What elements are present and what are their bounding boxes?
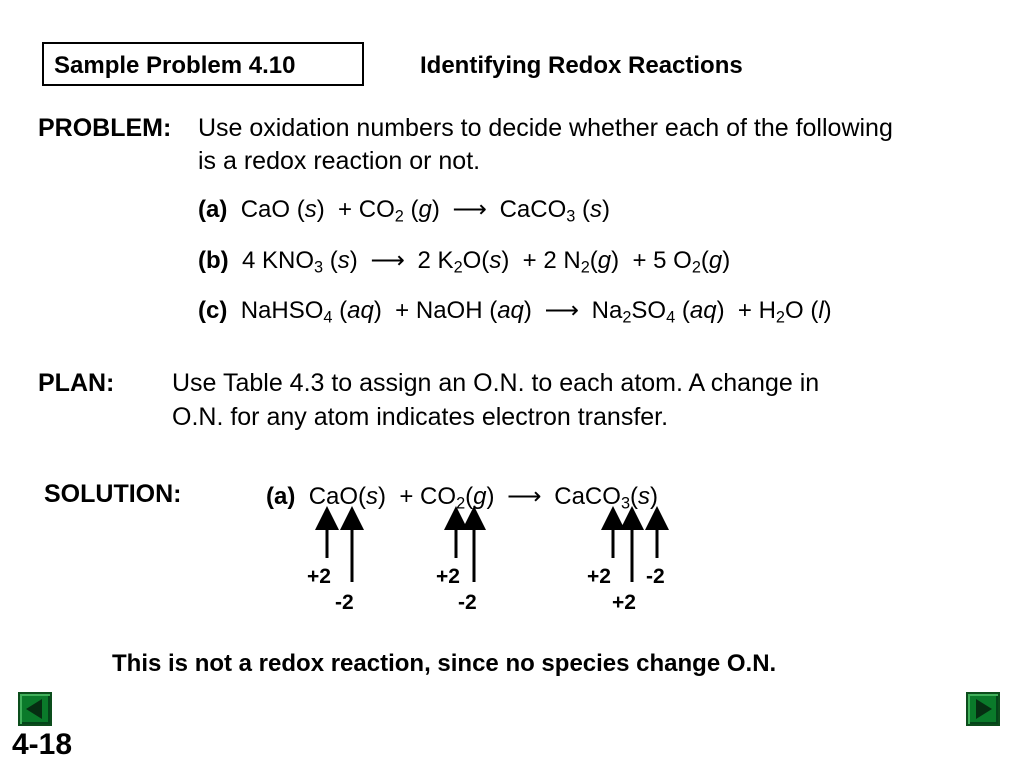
solution-equation-label: (a) (266, 483, 296, 510)
reaction-c-product-2: + $H_2O$ (l) (737, 297, 832, 327)
reaction-b-product-2: + 2 $N_2(g)$ (522, 247, 620, 277)
on-c-co2: +2 (436, 565, 460, 588)
conclusion-text: This is not a redox reaction, since no species change O.N. (112, 650, 777, 677)
page-title: Identifying Redox Reactions (420, 52, 743, 79)
reaction-a-label: (a) (198, 196, 228, 223)
on-o-co2: -2 (458, 591, 477, 614)
reaction-c-label: (c) (198, 297, 228, 324)
next-slide-button[interactable] (966, 692, 1000, 726)
sample-problem-label: Sample Problem 4.10 (54, 52, 296, 79)
solution-cao: CaO(s) (308, 483, 387, 510)
reaction-c-reactant-2: + NaOH (aq) (395, 297, 532, 324)
slide-number: 4-18 (12, 728, 73, 761)
on-c-caco3: +2 (612, 591, 636, 614)
solution-caco3: CaCO$_3$(s) (554, 483, 659, 513)
plan-text-line-2: O.N. for any atom indicates electron transfer. (172, 403, 669, 431)
reaction-a-reactant-2: + $CO_2$ (g) (338, 196, 440, 226)
on-ca-caco3: +2 (587, 565, 611, 588)
reaction-arrow-icon: ⟶ (544, 297, 579, 324)
problem-label: PROBLEM: (38, 114, 172, 142)
on-o-cao: -2 (335, 591, 354, 614)
solution-label: SOLUTION: (44, 480, 182, 508)
reaction-b-label: (b) (198, 247, 229, 274)
reaction-b-product-1: 2 $K_2O(s)$ (417, 247, 510, 277)
reaction-arrow-icon: ⟶ (507, 483, 542, 510)
problem-text-line-1: Use oxidation numbers to decide whether each of the following (198, 114, 893, 142)
on-o-caco3: -2 (646, 565, 665, 588)
reaction-a-product: CaCO$_3$ (s) (499, 196, 611, 226)
triangle-left-icon (20, 694, 50, 724)
reaction-c-reactant-1: NaHSO$_4$ (aq) (240, 297, 382, 327)
on-ca-cao: +2 (307, 565, 331, 588)
problem-text-line-2: is a redox reaction or not. (198, 147, 481, 175)
reaction-c-product-1: $Na_2SO_4$ (aq) (591, 297, 725, 327)
triangle-right-icon (968, 694, 998, 724)
reaction-arrow-icon: ⟶ (452, 196, 487, 223)
plan-text-line-1: Use Table 4.3 to assign an O.N. to each atom. A change in (172, 369, 820, 397)
reaction-b-product-3: + 5 $O_2(g)$ (632, 247, 731, 277)
previous-slide-button[interactable] (18, 692, 52, 726)
plan-label: PLAN: (38, 369, 115, 397)
solution-co2: + $CO_2(g)$ (399, 483, 495, 513)
reaction-a-reactant-1: CaO (s) (240, 196, 325, 223)
reaction-arrow-icon: ⟶ (370, 247, 405, 274)
reaction-b-reactant: 4 $KNO_3$ (s) (242, 247, 358, 277)
